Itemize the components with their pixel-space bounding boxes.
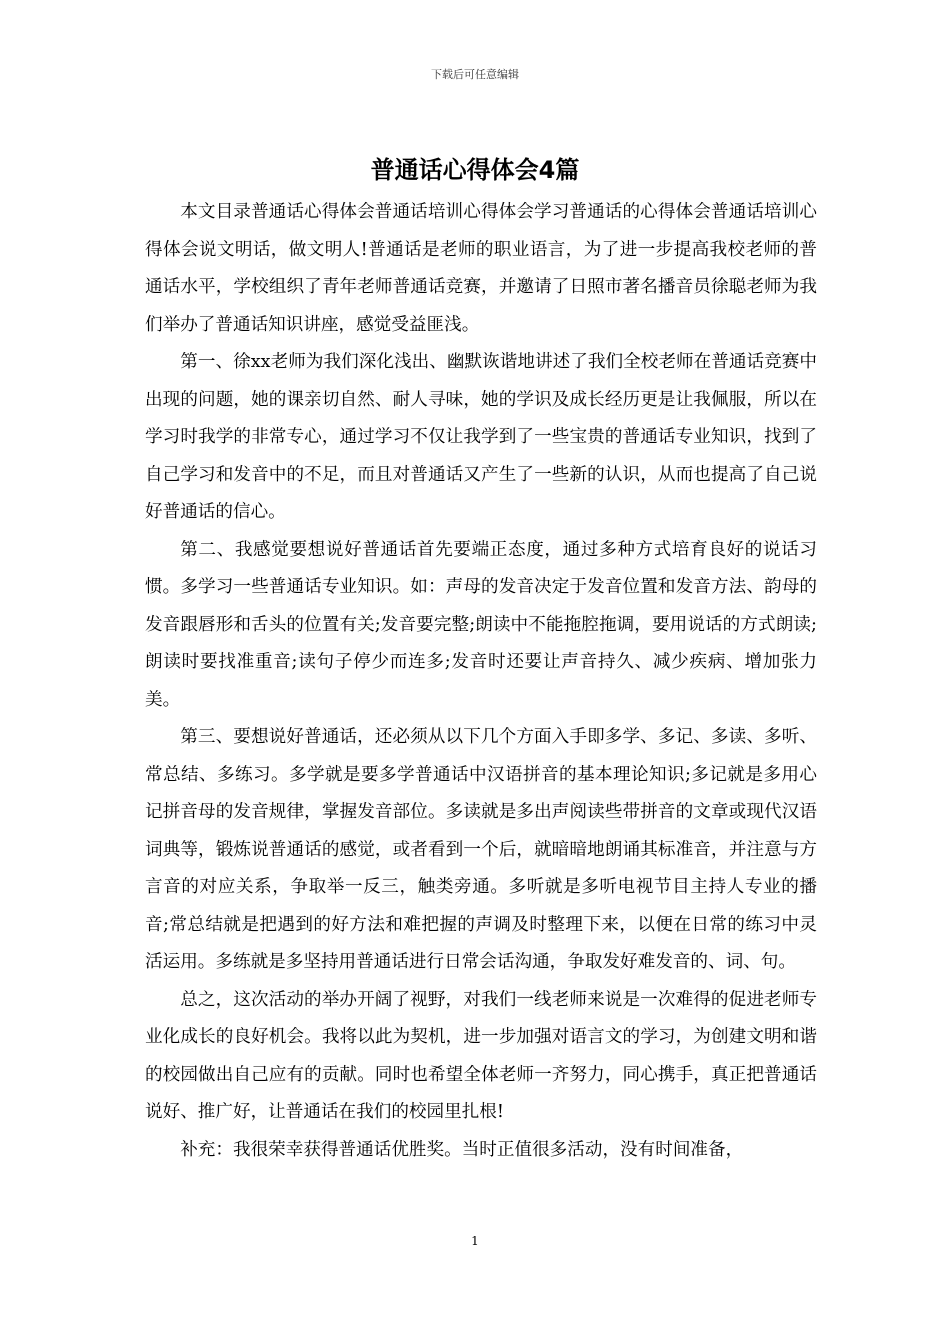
paragraph-intro: 本文目录普通话心得体会普通话培训心得体会学习普通话的心得体会普通话培训心得体会说文明话，做文明人!普通话是老师的职业语言，为了进一步提高我校老师的普通话水平，学校组织了青年老师普通话竞赛，并邀请了日照市著名播音员徐聪老师为我们举办了普通话知识讲座，感觉受益匪浅。 bbox=[145, 202, 817, 335]
page-number: 1 bbox=[471, 1234, 479, 1248]
document-body bbox=[145, 194, 817, 1169]
paragraph-conclusion: 总之，这次活动的举办开阔了视野，对我们一线老师来说是一次难得的促进老师专业化成长的良好机会。我将以此为契机，进一步加强对语言文的学习，为创建文明和谐的校园做出自己应有的贡献。同时也希望全体老师一齐努力，同心携手，真正把普通话说好、推广好，让普通话在我们的校园里扎根! bbox=[145, 989, 817, 1122]
paragraph-supplement: 补充：我很荣幸获得普通话优胜奖。当时正值很多活动，没有时间准备， bbox=[180, 1139, 744, 1160]
paragraph-first: 第一、徐xx老师为我们深化浅出、幽默诙谐地讲述了我们全校老师在普通话竞赛中出现的问题，她的课亲切自然、耐人寻味，她的学识及成长经历更是让我佩服，所以在学习时我学的非常专心，通过学习不仅让我学到了一些宝贵的普通话专业知识，找到了自己学习和发音中的不足，而且对普通话又产生了一些新的认识，从而也提高了自己说好普通话的信心。 bbox=[145, 352, 817, 522]
paragraph-second: 第二、我感觉要想说好普通话首先要端正态度，通过多种方式培育良好的说话习惯。多学习一些普通话专业知识。如：声母的发音决定于发音位置和发音方法、韵母的发音跟唇形和舌头的位置有关;发音要完整;朗读中不能拖腔拖调，要用说话的方式朗读;朗读时要找准重音;读句子停少而连多;发音时还要让声音持久、减少疾病、增加张力美。 bbox=[145, 539, 817, 710]
header-note: 下载后可任意编辑 bbox=[431, 68, 519, 81]
document-title: 普通话心得体会4篇 bbox=[370, 156, 580, 184]
paragraph-third: 第三、要想说好普通话，还必须从以下几个方面入手即多学、多记、多读、多听、常总结、多练习。多学就是要多学普通话中汉语拼音的基本理论知识;多记就是多用心记拼音母的发音规律，掌握发音部位。多读就是多出声阅读些带拼音的文章或现代汉语词典等，锻炼说普通话的感觉，或者看到一个后，就暗暗地朗诵其标准音，并注意与方言音的对应关系，争取举一反三，触类旁通。多听就是多听电视节目主持人专业的播音;常总结就是把遇到的好方法和难把握的声调及时整理下来，以便在日常的练习中灵活运用。多练就是多坚持用普通话进行日常会话沟通，争取发好难发音的、词、句。 bbox=[145, 727, 817, 972]
